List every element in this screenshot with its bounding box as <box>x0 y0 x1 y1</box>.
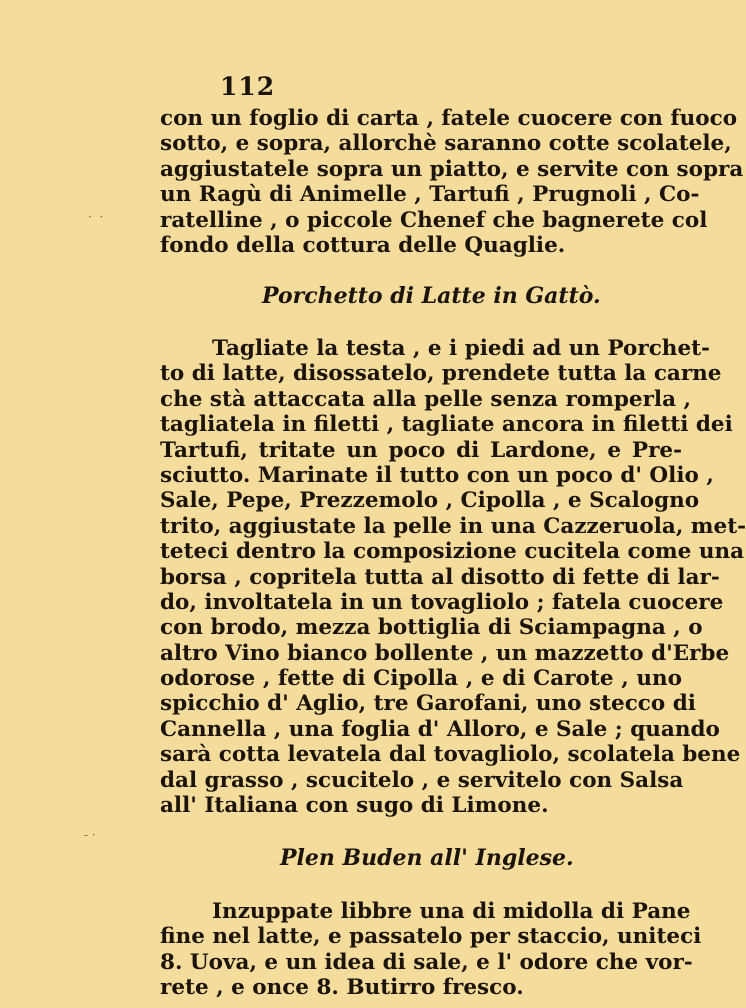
text-line: Sale, Pepe, Prezzemolo , Cipolla , e Scalogno <box>160 488 700 514</box>
text-line: con un foglio di carta , fatele cuocere con fuoco <box>160 106 738 131</box>
text-line: ratelline , o piccole Chenef che bagnerete col <box>160 207 708 233</box>
text-line: sarà cotta levatela dal tovagliolo, scolatela bene <box>160 742 741 768</box>
recipe-paragraph <box>160 336 746 819</box>
text-line: fine nel latte, e passatelo per staccio, uniteci <box>160 924 702 950</box>
text-line: odorose , fette di Cipolla , e di Carote , uno <box>160 666 682 692</box>
text-line: Tartufi, tritate un poco di Lardone, e Pre- <box>160 437 682 463</box>
text-line: teteci dentro la composizione cucitela come una <box>160 539 745 565</box>
text-line: Cannella , una foglia d' Alloro, e Sale ; quando <box>160 716 720 742</box>
recipe-heading: Plen Buden all' Inglese. <box>280 845 574 871</box>
recipe-paragraph <box>160 899 702 1001</box>
text-line: all' Italiana con sugo di Limone. <box>160 793 549 819</box>
text-line: trito, aggiustate la pelle in una Cazzeruola, met- <box>160 513 746 539</box>
margin-speck: · · <box>88 210 104 224</box>
text-line: sotto, e sopra, allorchè saranno cotte scolatele, <box>160 131 732 157</box>
text-line: che stà attaccata alla pelle senza romperla , <box>160 386 691 412</box>
text-line: Inzuppate libbre una di midolla di Pane <box>212 899 691 924</box>
text-line: tagliatela in filetti , tagliate ancora in filetti dei <box>160 412 733 438</box>
text-line: un Ragù di Animelle , Tartufi , Prugnoli , Co- <box>160 182 700 208</box>
text-line: borsa , copritela tutta al disotto di fette di lar- <box>160 564 720 590</box>
text-line: fondo della cottura delle Quaglie. <box>160 232 566 258</box>
margin-speck: - · <box>84 828 96 842</box>
paragraph-continuation <box>160 106 744 258</box>
text-line: 8. Uova, e un idea di sale, e l' odore che vor- <box>160 949 693 975</box>
text-line: to di latte, disossatelo, prendete tutta la carne <box>160 361 722 387</box>
text-line: do, involtatela in un tovagliolo ; fatela cuocere <box>160 589 724 615</box>
text-line: sciutto. Marinate il tutto con un poco d' Olio , <box>160 462 714 488</box>
text-line: con brodo, mezza bottiglia di Sciampagna , o <box>160 615 703 641</box>
text-line: dal grasso , scucitelo , e servitelo con Salsa <box>160 767 684 793</box>
page-number: 112 <box>220 72 276 101</box>
text-line: spicchio d' Aglio, tre Garofani, uno stecco di <box>160 691 696 717</box>
text-line: Tagliate la testa , e i piedi ad un Porchet- <box>212 336 710 361</box>
recipe-heading: Porchetto di Latte in Gattò. <box>262 283 601 309</box>
text-line: aggiustatele sopra un piatto, e servite con sopra <box>160 156 744 182</box>
text-line: rete , e once 8. Butirro fresco. <box>160 975 524 1001</box>
text-line: altro Vino bianco bollente , un mazzetto d'Erbe <box>160 640 730 666</box>
